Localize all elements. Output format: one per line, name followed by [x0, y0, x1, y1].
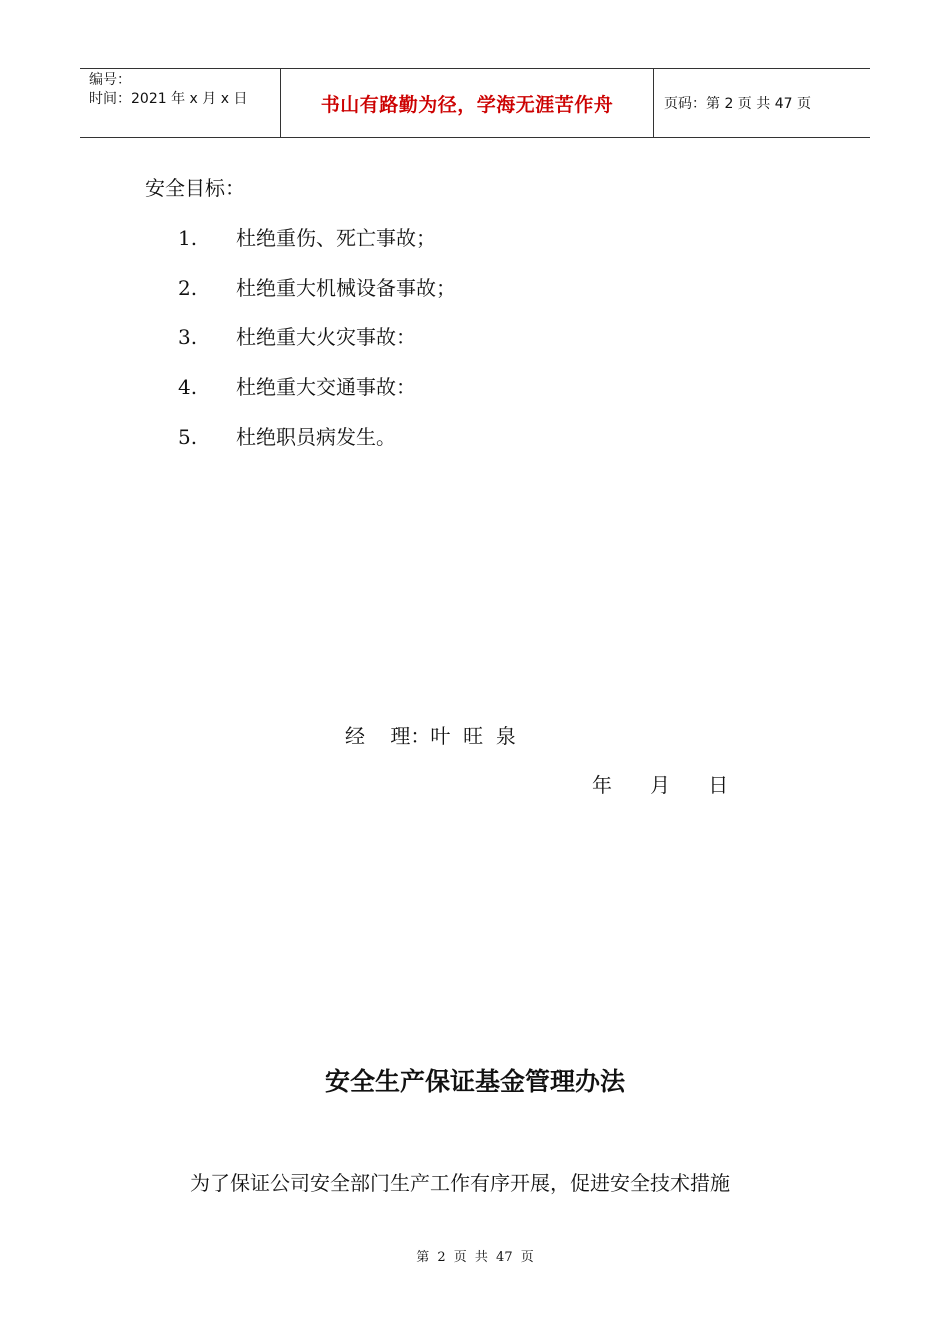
list-item-number: 3.	[178, 325, 198, 349]
header-meta-cell	[80, 69, 281, 137]
serial-label: 编号：	[89, 72, 131, 88]
signature-date: 年 月 日	[592, 773, 729, 797]
time-label: 时间：2021 年 x 月 x 日	[89, 91, 248, 107]
list-item	[178, 371, 416, 400]
page-footer: 第 2 页 共 47 页	[416, 1250, 534, 1265]
list-item-number: 1.	[178, 226, 198, 250]
section-heading: 安全目标：	[145, 176, 245, 200]
manager-signature: 经 理：叶 旺 泉	[345, 724, 516, 748]
body-paragraph: 为了保证公司安全部门生产工作有序开展，促进安全技术措施	[190, 1171, 730, 1195]
list-item-text: 杜绝重大火灾事故：	[236, 325, 416, 349]
list-item-number: 4.	[178, 375, 198, 399]
list-item-text: 杜绝重大机械设备事故；	[236, 276, 456, 300]
list-item	[178, 222, 436, 251]
page-info: 页码：第 2 页 共 47 页	[664, 96, 811, 112]
list-item-number: 5.	[178, 425, 198, 449]
list-item-text: 杜绝重伤、死亡事故；	[236, 226, 436, 250]
document-header-table	[80, 68, 870, 138]
list-item	[178, 421, 396, 450]
list-item	[178, 272, 456, 301]
list-item-text: 杜绝职员病发生。	[236, 425, 396, 449]
list-item-text: 杜绝重大交通事故：	[236, 375, 416, 399]
motto: 书山有路勤为径，学海无涯苦作舟	[281, 69, 654, 137]
list-item	[178, 321, 416, 350]
document-title: 安全生产保证基金管理办法	[324, 1067, 625, 1096]
list-item-number: 2.	[178, 276, 198, 300]
